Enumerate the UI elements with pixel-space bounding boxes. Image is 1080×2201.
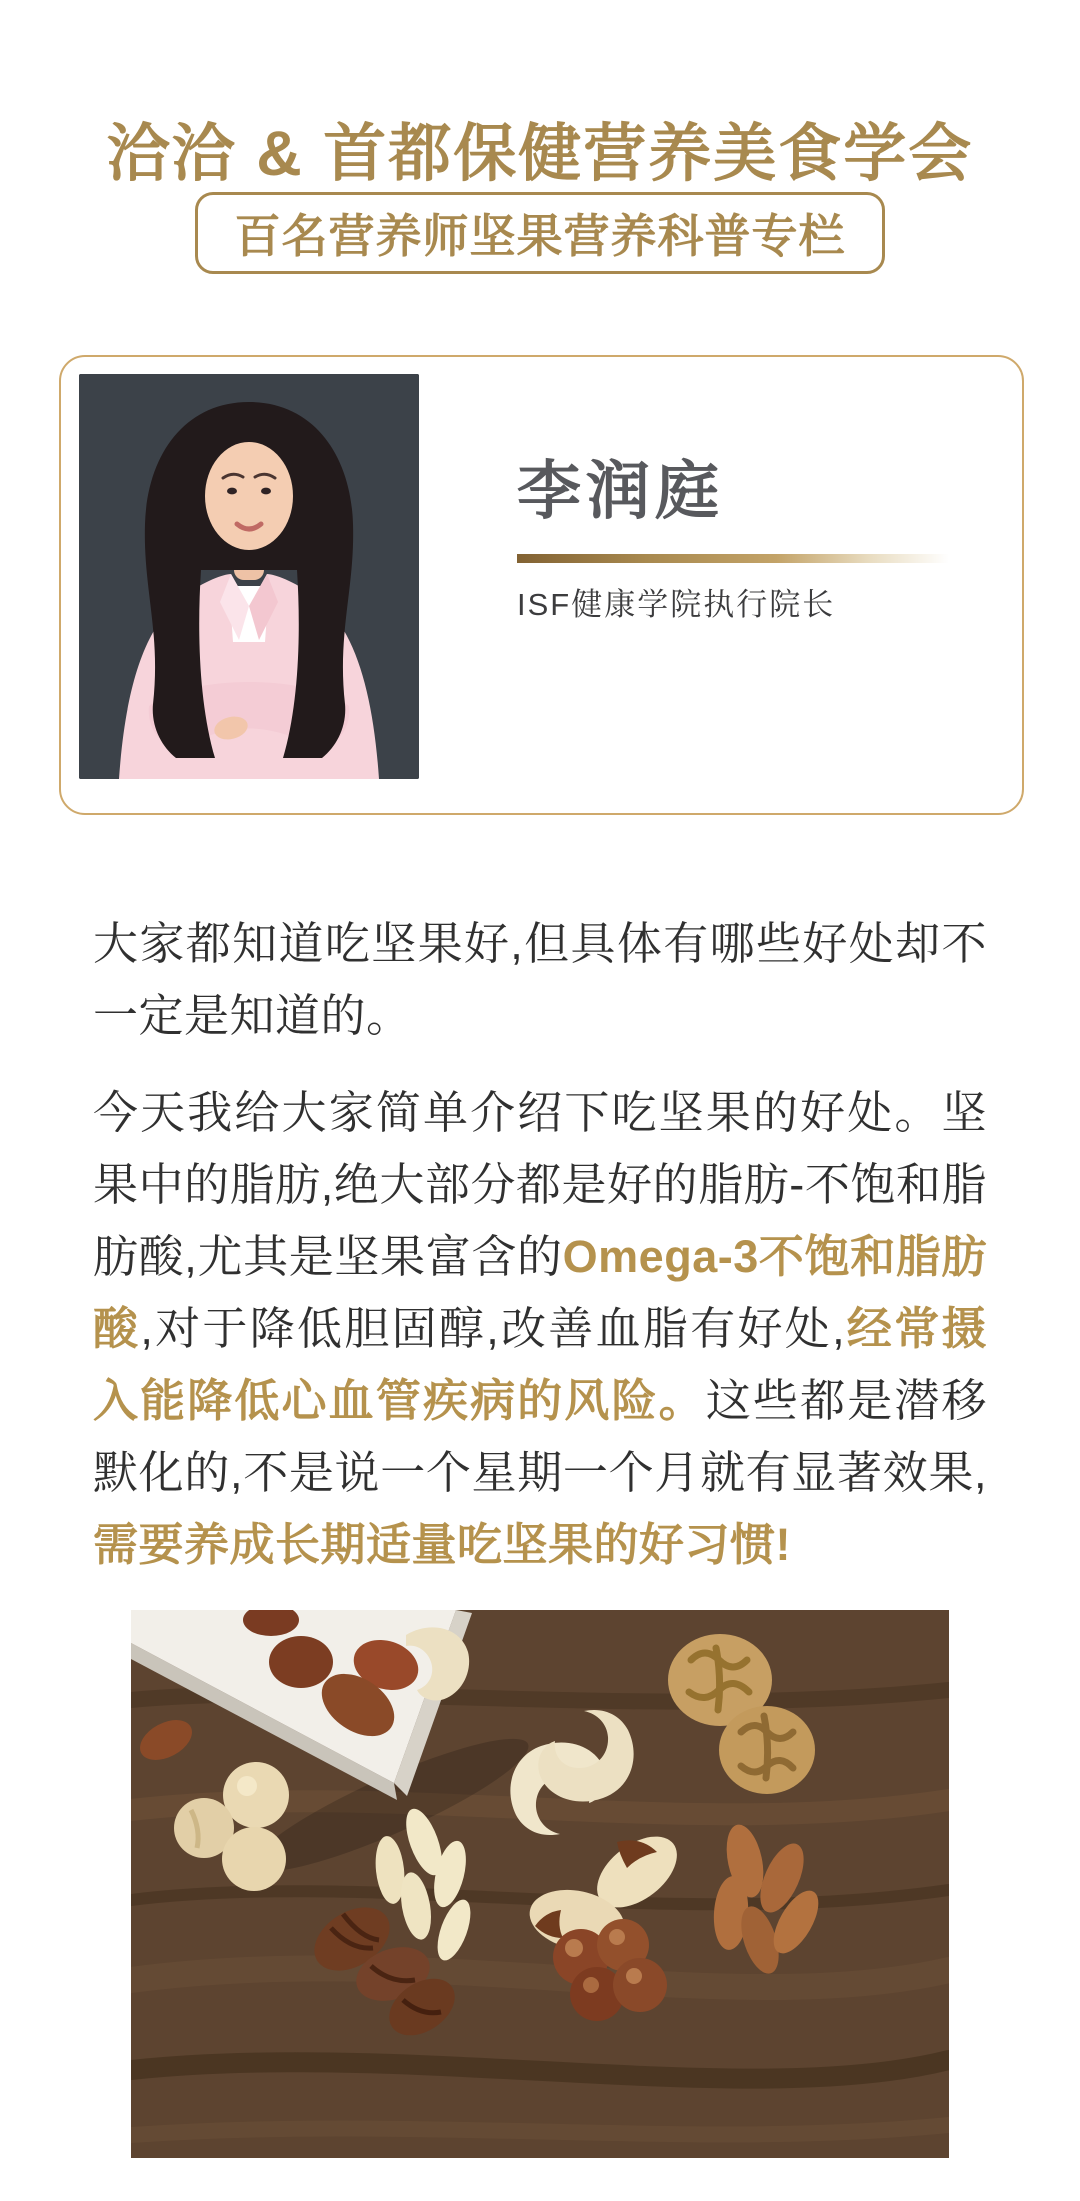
page-title: 洽洽 & 首都保健营养美食学会 — [106, 119, 974, 190]
text-segment: Omega-3不饱和脂肪酸 — [93, 1231, 987, 1354]
text-segment: 需要养成长期适量吃坚果的好习惯! — [93, 1519, 791, 1570]
column-badge-label: 百名营养师坚果营养科普专栏 — [234, 210, 846, 262]
column-badge — [195, 192, 885, 274]
woman-in-pink-blazer-illustration — [79, 374, 419, 779]
expert-portrait-photo — [79, 374, 419, 779]
paragraph — [93, 908, 987, 1052]
expert-card — [59, 355, 1024, 815]
text-segment: 大家都知道吃坚果好,但具体有哪些好处却不一定是知道的。 — [93, 918, 987, 1041]
face — [205, 442, 293, 550]
text-segment: 今天我给大家简单介绍下吃坚果的好处。坚果中的脂肪,绝大部分都是好的脂肪-不饱和脂肪酸,尤其是坚果富含的 — [93, 1087, 987, 1282]
expert-name: 李润庭 — [517, 455, 724, 527]
expert-role: ISF健康学院执行院长 — [517, 587, 836, 622]
text-segment: ,对于降低胆固醇,改善血脂有好处, — [140, 1303, 846, 1354]
text-segment: 经常摄入能降低心血管疾病的风险。 — [93, 1303, 987, 1426]
mixed-nuts-photo — [131, 1610, 949, 2158]
article-body — [93, 908, 987, 1606]
paragraph — [93, 1077, 987, 1581]
nuts-on-wood-illustration — [131, 1610, 949, 2158]
text-segment: 这些都是潜移默化的,不是说一个星期一个月就有显著效果, — [93, 1375, 987, 1498]
gold-divider — [517, 554, 949, 563]
